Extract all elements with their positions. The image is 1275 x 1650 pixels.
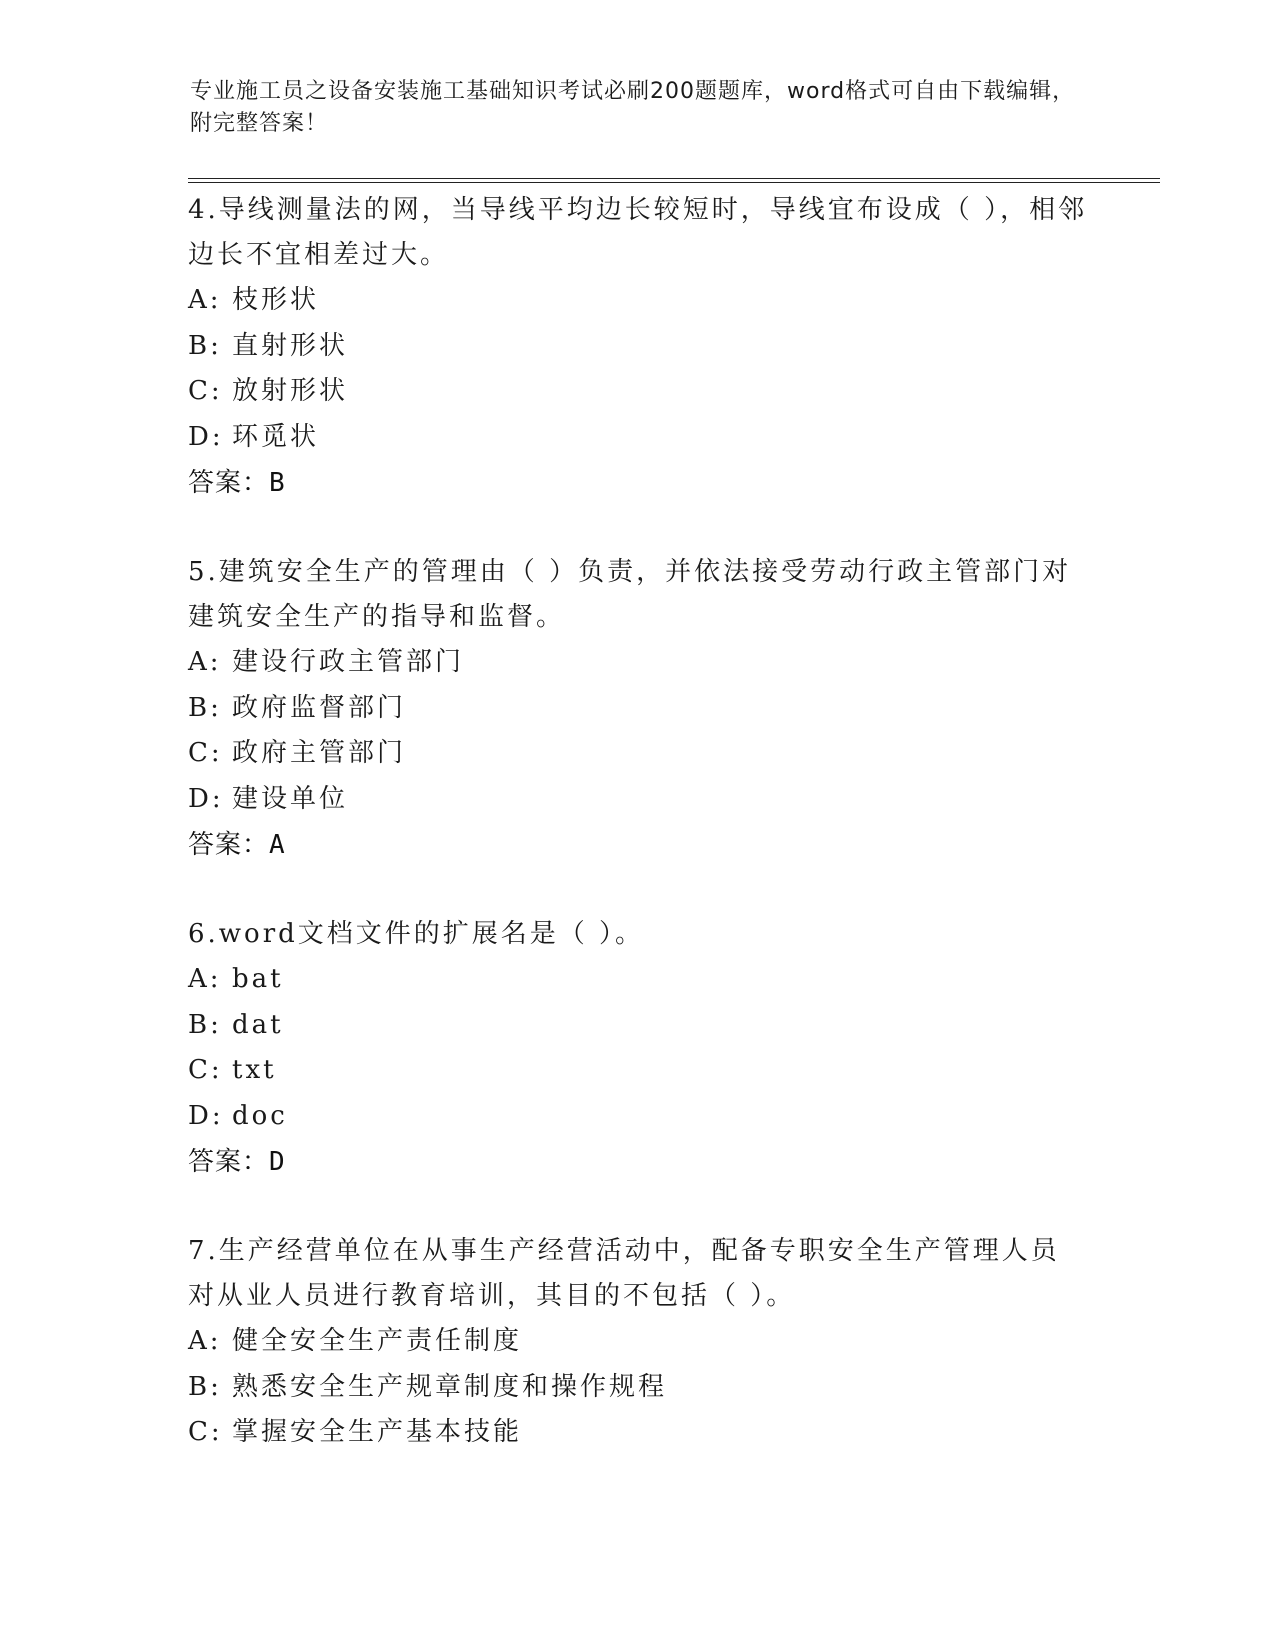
option-d bbox=[188, 415, 1088, 461]
option-key: C: bbox=[188, 1055, 223, 1085]
answer-line bbox=[188, 1139, 1088, 1185]
option-d bbox=[188, 1094, 1088, 1140]
option-key: A: bbox=[188, 1326, 222, 1356]
option-c bbox=[188, 1410, 1088, 1456]
option-c bbox=[188, 369, 1088, 415]
option-key: C: bbox=[188, 376, 223, 406]
option-text: dat bbox=[232, 1009, 284, 1040]
option-a bbox=[188, 957, 1088, 1003]
answer-value: A bbox=[269, 830, 286, 860]
question-list bbox=[188, 188, 1088, 1456]
question-item bbox=[188, 912, 1088, 1185]
option-key: B: bbox=[188, 692, 222, 723]
option-key: D: bbox=[188, 783, 224, 814]
option-key: C: bbox=[188, 1417, 223, 1447]
answer-value: D bbox=[269, 1147, 286, 1177]
option-text: 枝形状 bbox=[232, 285, 320, 315]
answer-line bbox=[188, 460, 1088, 506]
option-key: A: bbox=[188, 964, 222, 994]
spacer bbox=[188, 506, 1088, 550]
spacer bbox=[188, 1185, 1088, 1229]
option-text: 政府主管部门 bbox=[232, 738, 407, 768]
answer-label: 答案： bbox=[188, 468, 270, 498]
answer-label: 答案： bbox=[188, 830, 270, 860]
option-a bbox=[188, 640, 1088, 686]
option-key: A: bbox=[188, 285, 222, 315]
spacer bbox=[188, 868, 1088, 912]
option-key: C: bbox=[188, 738, 223, 768]
option-text: doc bbox=[232, 1100, 288, 1131]
document-header: 专业施工员之设备安装施工基础知识考试必刷200题题库，word格式可自由下载编辑，附完整答案！ bbox=[190, 79, 1076, 136]
option-text: 熟悉安全生产规章制度和操作规程 bbox=[232, 1371, 668, 1402]
answer-label: 答案： bbox=[188, 1147, 270, 1177]
option-c bbox=[188, 1048, 1088, 1094]
option-a bbox=[188, 1319, 1088, 1365]
option-text: 掌握安全生产基本技能 bbox=[232, 1417, 523, 1447]
option-b bbox=[188, 324, 1088, 370]
answer-value: B bbox=[269, 468, 286, 498]
option-a bbox=[188, 278, 1088, 324]
option-b bbox=[188, 686, 1088, 732]
option-text: 健全安全生产责任制度 bbox=[232, 1326, 523, 1356]
option-text: 建设单位 bbox=[232, 783, 349, 814]
question-text: 7.生产经营单位在从事生产经营活动中，配备专职安全生产管理人员对从业人员进行教育培训，其目的不包括（ ）。 bbox=[188, 1236, 1060, 1311]
option-key: B: bbox=[188, 1371, 222, 1402]
option-key: B: bbox=[188, 330, 222, 361]
question-text: 6.word文档文件的扩展名是（ ）。 bbox=[188, 919, 645, 949]
question-item bbox=[188, 1229, 1088, 1456]
option-text: 政府监督部门 bbox=[232, 692, 407, 723]
option-key: D: bbox=[188, 421, 224, 452]
option-key: A: bbox=[188, 647, 222, 677]
option-text: bat bbox=[232, 964, 284, 994]
question-text: 5.建筑安全生产的管理由（ ）负责，并依法接受劳动行政主管部门对建筑安全生产的指导和监督。 bbox=[188, 557, 1072, 632]
option-c bbox=[188, 731, 1088, 777]
question-item bbox=[188, 550, 1088, 868]
option-key: D: bbox=[188, 1100, 224, 1131]
option-text: txt bbox=[232, 1055, 277, 1085]
option-b bbox=[188, 1003, 1088, 1049]
question-text: 4.导线测量法的网，当导线平均边长较短时，导线宜布设成（ ），相邻边长不宜相差过大。 bbox=[188, 195, 1088, 270]
option-text: 环觅状 bbox=[232, 421, 320, 452]
answer-line bbox=[188, 822, 1088, 868]
header-divider bbox=[188, 178, 1160, 183]
option-text: 放射形状 bbox=[232, 376, 349, 406]
question-item bbox=[188, 188, 1088, 506]
option-text: 建设行政主管部门 bbox=[232, 647, 465, 677]
option-key: B: bbox=[188, 1009, 222, 1040]
option-d bbox=[188, 777, 1088, 823]
option-text: 直射形状 bbox=[232, 330, 349, 361]
option-b bbox=[188, 1365, 1088, 1411]
